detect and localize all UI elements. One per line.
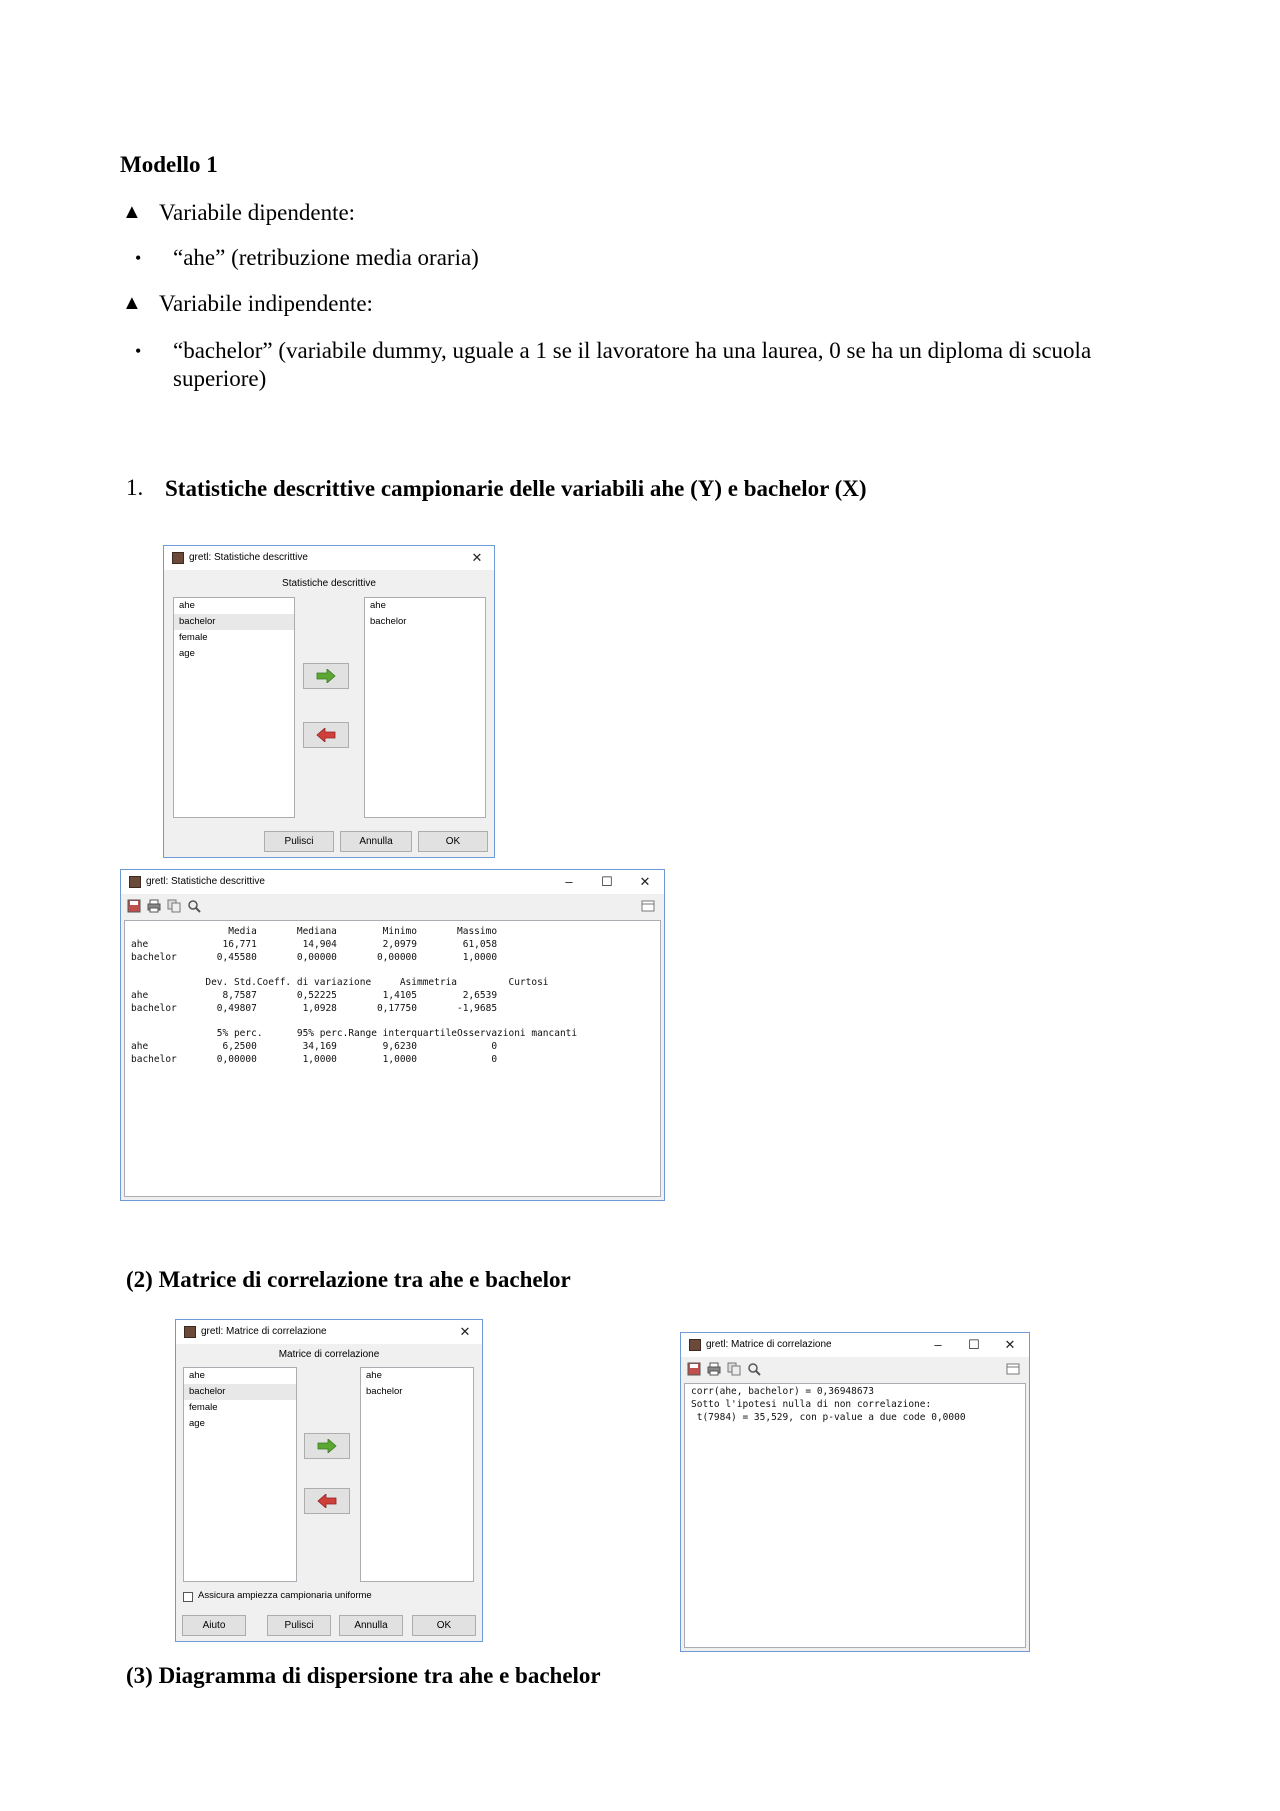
dependent-variable-item: “ahe” (retribuzione media oraria) (173, 245, 479, 270)
independent-variable-item-cont: superiore) (173, 366, 267, 391)
triangle-bullet-icon: ▲ (122, 201, 142, 223)
window-titlebar (121, 870, 664, 894)
section-number: 1. (126, 475, 144, 500)
dialog-header: Matrice di correlazione (278, 1349, 380, 1360)
list-item[interactable]: ahe (189, 1370, 205, 1381)
window-title: gretl: Matrice di correlazione (706, 1339, 832, 1350)
help-button[interactable]: Aiuto (182, 1615, 246, 1636)
gretl-app-icon (129, 876, 141, 888)
list-item[interactable]: ahe (179, 600, 195, 611)
clear-button[interactable]: Pulisci (267, 1615, 331, 1636)
list-item[interactable]: bachelor (370, 616, 407, 627)
ok-button[interactable]: OK (418, 831, 488, 852)
correlation-output: corr(ahe, bachelor) = 0,36948673 Sotto l'ipotesi nulla di non correlazione: t(7984) = 35,529, con p-value a due code 0,0000 (691, 1386, 966, 1423)
ok-button[interactable]: OK (412, 1615, 476, 1636)
toolbar (121, 894, 664, 918)
window-menu-icon[interactable] (1006, 1362, 1020, 1376)
add-variable-button[interactable] (303, 663, 349, 689)
find-icon[interactable] (187, 899, 201, 913)
close-icon[interactable]: ✕ (459, 1324, 471, 1339)
dialog-title: gretl: Statistiche descrittive (189, 552, 308, 563)
descriptive-stats-output-window (120, 869, 665, 1201)
find-icon[interactable] (747, 1362, 761, 1376)
save-icon[interactable] (127, 899, 141, 913)
section-title: Statistiche descrittive campionarie delle variabili ahe (Y) e bachelor (X) (165, 476, 867, 501)
minimize-icon[interactable]: – (565, 874, 573, 889)
copy-icon[interactable] (727, 1362, 741, 1376)
independent-variable-label: Variabile indipendente: (159, 291, 373, 316)
list-item[interactable]: bachelor (174, 614, 294, 630)
save-icon[interactable] (687, 1362, 701, 1376)
uniform-sample-checkbox-label: Assicura ampiezza campionaria uniforme (198, 1590, 372, 1601)
gretl-app-icon (689, 1339, 701, 1351)
descriptive-stats-output: Media Mediana Minimo Massimo ahe 16,771 14,904 2,0979 61,058 bachelor 0,45580 0,00000 0,00000 1,0000 Dev. Std.Coeff. di variazione Asimmetria Curtosi ahe 8,7587 0,52225 1,4105 2,6539 bachelor 0,49807 1,0928 0,17750 -1,9685 5% perc. 95% perc.Range interquartileOsservazioni mancanti ahe 6,2500 34,169 9,6230 0 bachelor 0,00000 1,0000 1,0000 0 (131, 926, 578, 1065)
list-item[interactable]: bachelor (184, 1384, 296, 1400)
section-heading: Modello 1 (120, 152, 218, 177)
available-variables-list[interactable] (183, 1367, 297, 1582)
dialog-header: Statistiche descrittive (282, 578, 376, 589)
arrow-right-icon (316, 669, 336, 683)
toolbar (681, 1357, 1029, 1381)
dot-bullet-icon: • (135, 248, 142, 268)
uniform-sample-checkbox[interactable] (183, 1592, 193, 1602)
list-item[interactable]: ahe (366, 1370, 382, 1381)
list-item[interactable]: ahe (370, 600, 386, 611)
independent-variable-item: “bachelor” (variabile dummy, uguale a 1 se il lavoratore ha una laurea, 0 se ha un diploma di scuola (173, 338, 1092, 363)
available-variables-list[interactable] (173, 597, 295, 818)
section-title: (2) Matrice di correlazione tra ahe e bachelor (126, 1267, 571, 1292)
arrow-left-icon (316, 728, 336, 742)
window-title: gretl: Statistiche descrittive (146, 876, 265, 887)
list-item[interactable]: female (189, 1402, 218, 1413)
minimize-icon[interactable]: – (934, 1337, 942, 1352)
remove-variable-button[interactable] (303, 722, 349, 748)
output-text-area[interactable] (684, 1383, 1026, 1648)
descriptive-stats-dialog (163, 545, 495, 858)
output-text-area[interactable] (124, 920, 661, 1197)
copy-icon[interactable] (167, 899, 181, 913)
gretl-app-icon (172, 552, 184, 564)
print-icon[interactable] (707, 1362, 721, 1376)
correlation-output-window (680, 1332, 1030, 1652)
cancel-button[interactable]: Annulla (340, 831, 412, 852)
arrow-right-icon (317, 1439, 337, 1453)
close-icon[interactable]: ✕ (639, 874, 651, 889)
triangle-bullet-icon: ▲ (122, 292, 142, 314)
selected-variables-list[interactable] (364, 597, 486, 818)
list-item[interactable]: age (179, 648, 195, 659)
list-item[interactable]: age (189, 1418, 205, 1429)
maximize-icon[interactable]: ☐ (601, 874, 613, 889)
dialog-title: gretl: Matrice di correlazione (201, 1326, 327, 1337)
correlation-matrix-dialog (175, 1319, 483, 1642)
close-icon[interactable]: ✕ (471, 550, 483, 565)
dialog-titlebar (164, 546, 494, 570)
dialog-titlebar (176, 1320, 482, 1344)
cancel-button[interactable]: Annulla (339, 1615, 403, 1636)
clear-button[interactable]: Pulisci (264, 831, 334, 852)
list-item[interactable]: female (179, 632, 208, 643)
maximize-icon[interactable]: ☐ (968, 1337, 980, 1352)
remove-variable-button[interactable] (304, 1488, 350, 1514)
dot-bullet-icon: • (135, 341, 142, 361)
section-title: (3) Diagramma di dispersione tra ahe e bachelor (126, 1663, 601, 1688)
close-icon[interactable]: ✕ (1004, 1337, 1016, 1352)
list-item[interactable]: bachelor (366, 1386, 403, 1397)
window-menu-icon[interactable] (641, 899, 655, 913)
dependent-variable-label: Variabile dipendente: (159, 200, 356, 225)
print-icon[interactable] (147, 899, 161, 913)
add-variable-button[interactable] (304, 1433, 350, 1459)
window-titlebar (681, 1333, 1029, 1357)
gretl-app-icon (184, 1326, 196, 1338)
arrow-left-icon (317, 1494, 337, 1508)
selected-variables-list[interactable] (360, 1367, 474, 1582)
